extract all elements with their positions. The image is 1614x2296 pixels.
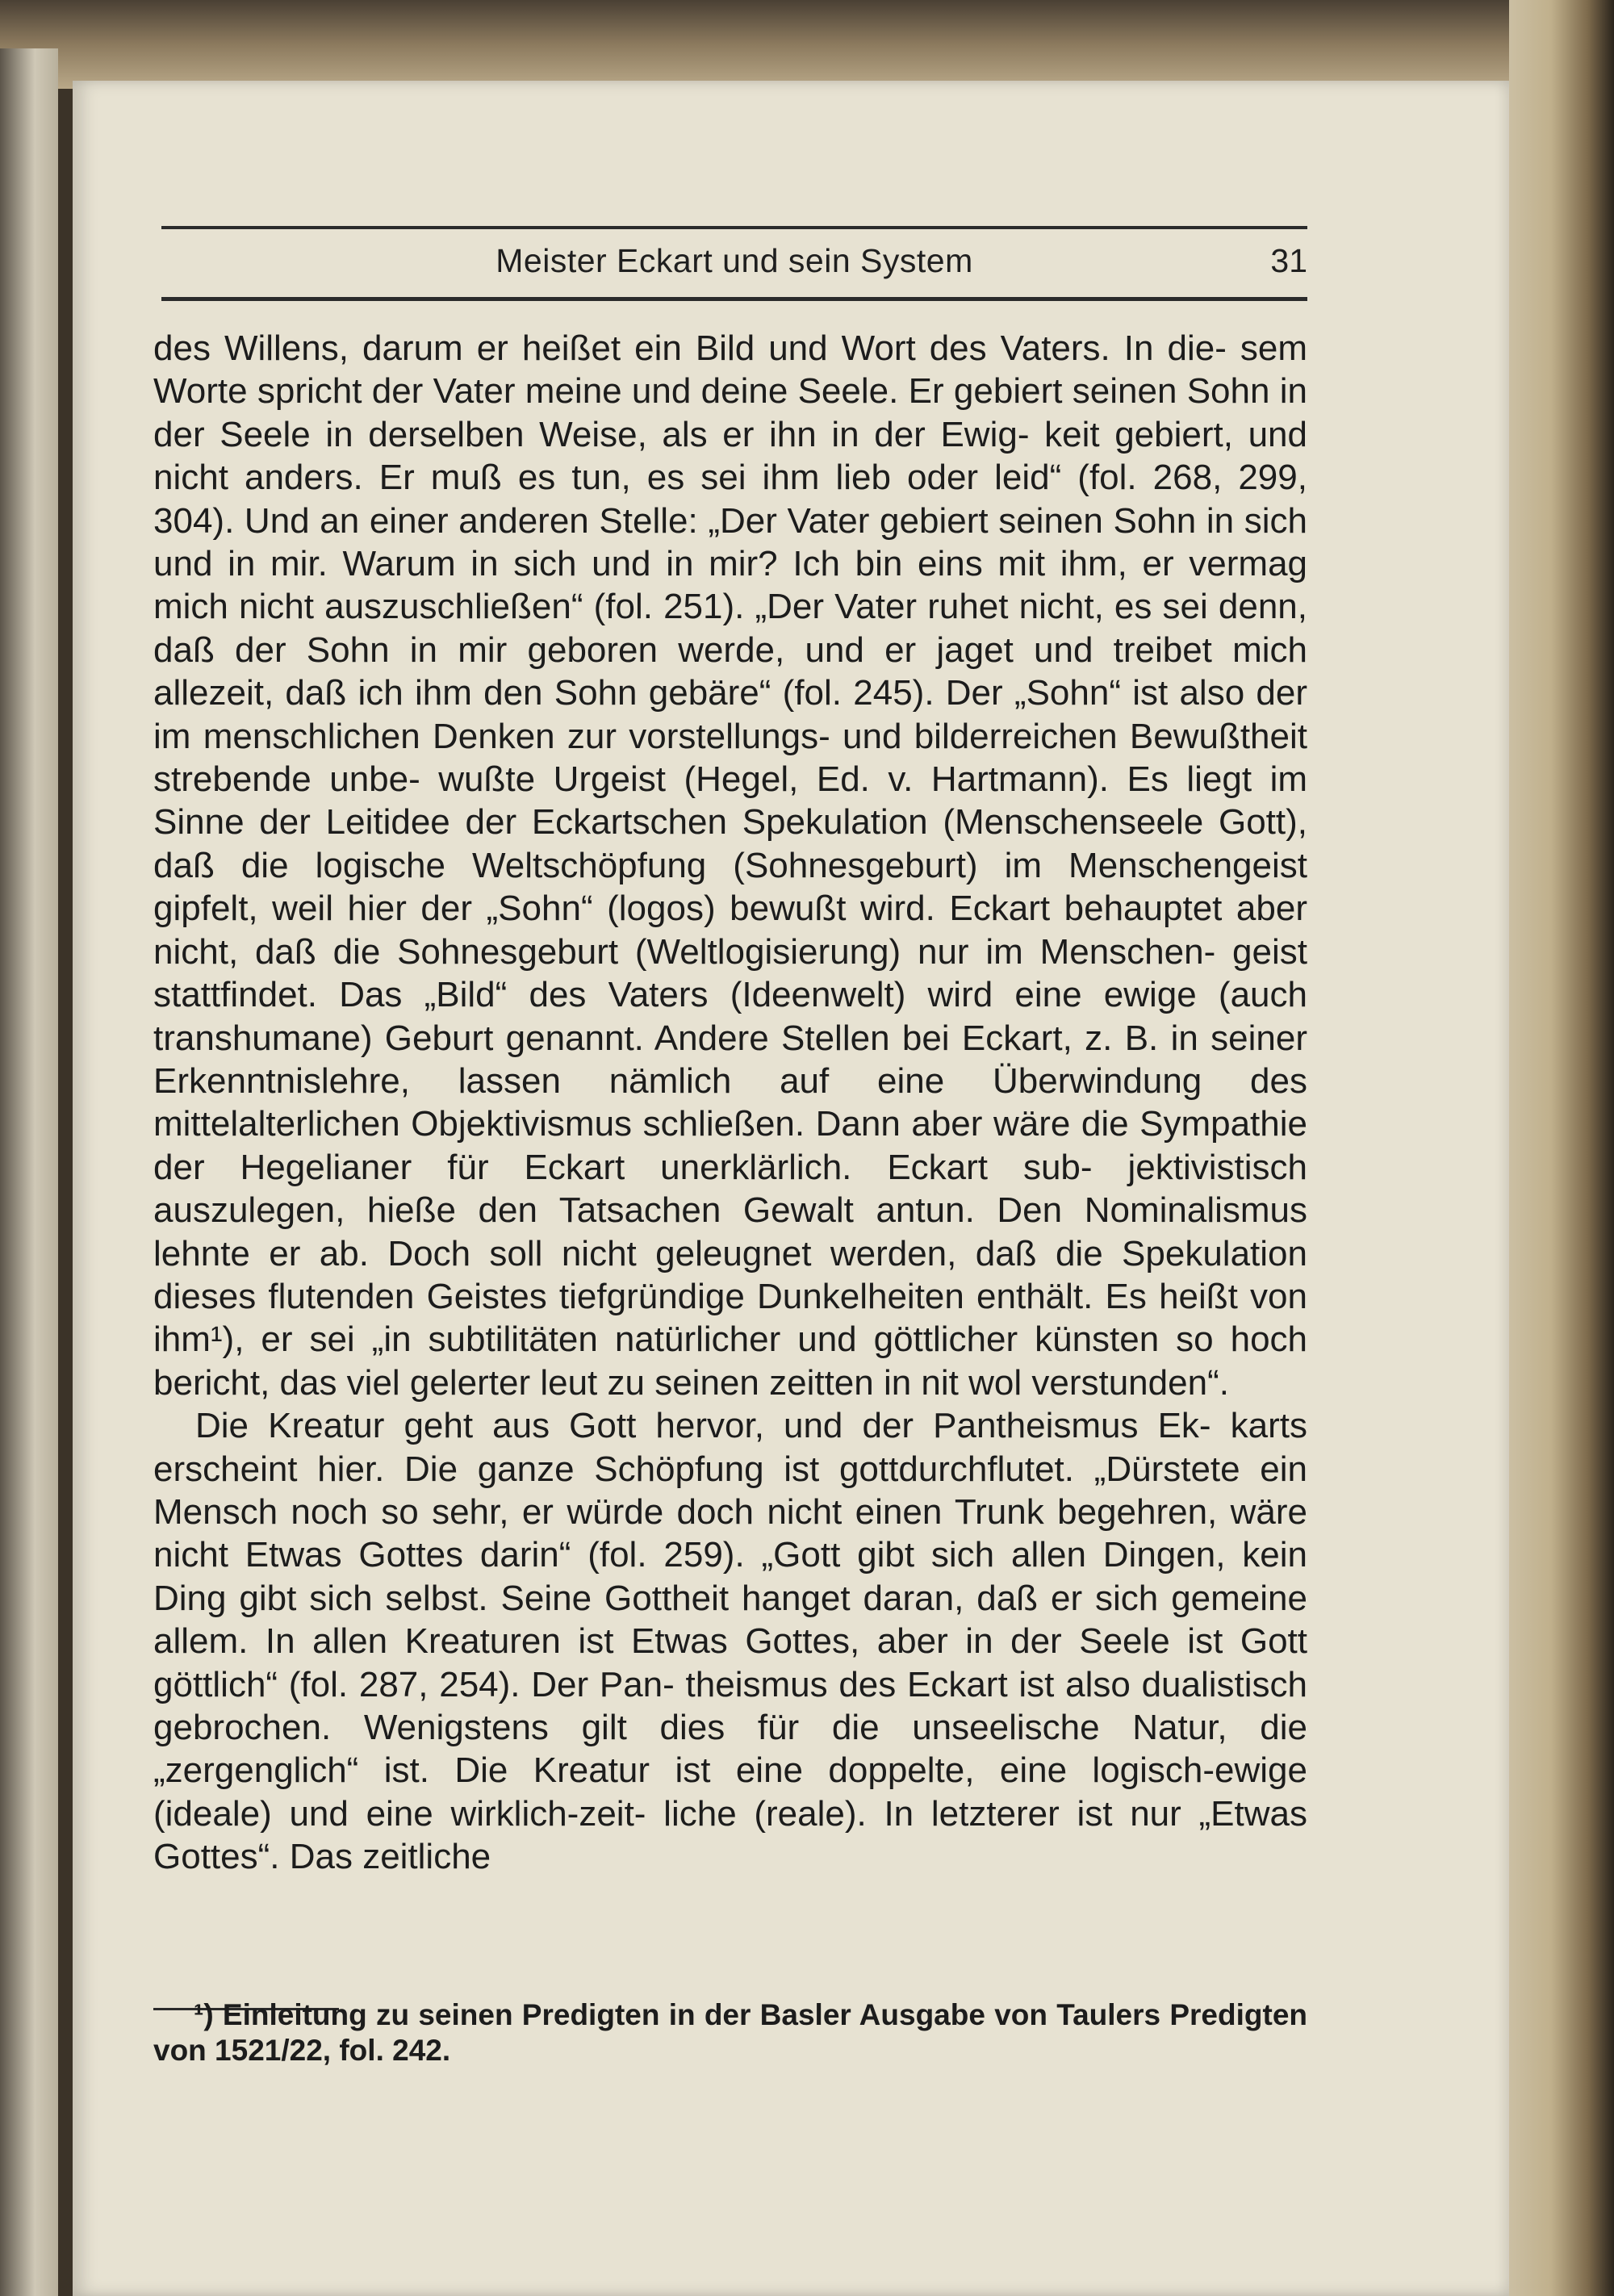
text-line: Leitidee der Eckartschen Spekulation (Menschenseele Gott), bbox=[325, 802, 1307, 843]
text-line: „Dürstete ein Mensch noch so sehr, er würde doch nicht einen Trunk bbox=[153, 1449, 1307, 1532]
text-line: theismus des Eckart ist also dualistisch gebrochen. Wenigstens bbox=[153, 1664, 1307, 1747]
text-line: seinen Sohn in der Seele in derselben Weise, als er ihn in der Ewig- bbox=[153, 371, 1307, 454]
text-line: zur vorstellungs- und bilderreichen Bewußtheit strebende unbe- bbox=[153, 716, 1307, 800]
text-line: Ich bin eins mit ihm, er vermag mich nicht auszuschließen“ (fol. 251). bbox=[153, 544, 1308, 627]
text-line: karts erscheint hier. Die ganze Schöpfung ist gottdurchflutet. bbox=[153, 1406, 1307, 1489]
text-line: aber nicht, daß die Sohnesgeburt (Weltlogisierung) nur im Menschen- bbox=[153, 889, 1307, 972]
text-line: allen Dingen, kein Ding gibt sich selbst. Seine Gottheit hanget bbox=[153, 1535, 1307, 1618]
page-number: 31 bbox=[1270, 242, 1307, 279]
text-line: gebäre“ (fol. 245). Der „Sohn“ ist also der im menschlichen Denken bbox=[153, 673, 1308, 756]
text-line: gebiert seinen Sohn in sich und in mir. Warum in sich und in mir? bbox=[153, 500, 1307, 584]
header-rule-bottom bbox=[161, 297, 1307, 301]
text-line: jektivistisch auszulegen, hieße den Tatsachen Gewalt antun. Den bbox=[153, 1147, 1307, 1231]
text-line: liche (reale). In letzterer ist nur „Etwas Gottes“. Das zeitliche bbox=[153, 1793, 1307, 1877]
footnote bbox=[153, 1997, 1307, 2068]
text-line: begehren, wäre nicht Etwas Gottes darin“ (fol. 259). „Gott gibt sich bbox=[153, 1491, 1308, 1575]
header-rule-top bbox=[161, 226, 1307, 229]
text-line: Sympathie der Hegelianer für Eckart unerklärlich. Eckart sub- bbox=[153, 1104, 1307, 1187]
text-line: z. B. in seiner Erkenntnislehre, lassen nämlich auf eine Überwindung bbox=[153, 1018, 1308, 1101]
text-line: geist stattfindet. Das „Bild“ des Vaters (Ideenwelt) wird eine ewige bbox=[153, 931, 1307, 1015]
text-line: keit gebiert, und nicht anders. Er muß es tun, es sei ihm lieb oder bbox=[153, 414, 1307, 498]
text-line: sem Worte spricht der Vater meine und deine Seele. Er gebiert bbox=[153, 328, 1307, 412]
text-line: Nominalismus lehnte er ab. Doch soll nicht geleugnet werden, daß bbox=[153, 1190, 1307, 1273]
paragraph-1 bbox=[153, 327, 1307, 1404]
text-line: gipfelt, weil hier der „Sohn“ (logos) bewußt wird. Eckart behauptet bbox=[153, 889, 1236, 929]
text-line: des mittelalterlichen Objektivismus schließen. Dann aber wäre die bbox=[153, 1060, 1307, 1144]
text-line: daß die logische Weltschöpfung (Sohnesgeburt) im Menschengeist bbox=[153, 845, 1307, 885]
text-line: ist eine doppelte, eine logisch-ewige (ideale) und eine wirklich-zeit- bbox=[153, 1750, 1308, 1834]
text-line: enthält. Es heißt von ihm¹), er sei „in subtilitäten natürlicher und bbox=[153, 1276, 1307, 1360]
text-line: daran, daß er sich gemeine allem. In allen Kreaturen ist Etwas bbox=[153, 1578, 1307, 1662]
paragraph-2 bbox=[153, 1404, 1307, 1878]
text-line: Gottes, aber in der Seele ist Gott göttlich“ (fol. 287, 254). Der Pan- bbox=[153, 1621, 1307, 1704]
text-line: gilt dies für die unseelische Natur, die „zergenglich“ ist. Die Kreatur bbox=[153, 1708, 1308, 1791]
text-line: „Der Vater ruhet nicht, es sei denn, daß der Sohn in mir geboren bbox=[153, 587, 1307, 670]
body-text bbox=[153, 327, 1307, 1879]
text-line: Die Kreatur geht aus Gott hervor, und der Pantheismus Ek- bbox=[195, 1406, 1231, 1446]
text-line: göttlicher künsten so hoch bericht, das viel gelerter leut zu seinen bbox=[153, 1319, 1308, 1403]
text-line: zeitten in nit wol verstunden“. bbox=[769, 1362, 1229, 1403]
book-spine-left-page bbox=[0, 48, 58, 2296]
text-line: werde, und er jaget und treibet mich allezeit, daß ich ihm den Sohn bbox=[153, 629, 1307, 713]
page-header bbox=[161, 226, 1307, 303]
text-line: leid“ (fol. 268, 299, 304). Und an einer anderen Stelle: „Der Vater bbox=[153, 458, 1307, 541]
footnote-line: ¹) Einleitung zu seinen Predigten in der Basler Ausgabe von Taulers bbox=[194, 1998, 1170, 2031]
text-line: die Spekulation dieses flutenden Geistes tiefgründige Dunkelheiten bbox=[153, 1233, 1307, 1316]
footnote-line: Predigten von 1521/22, fol. 242. bbox=[153, 1998, 1307, 2067]
text-line: (auch transhumane) Geburt genannt. Andere Stellen bei Eckart, bbox=[153, 975, 1307, 1058]
running-title: Meister Eckart und sein System bbox=[495, 242, 973, 279]
book-cover-right-edge bbox=[1509, 0, 1614, 2296]
text-line: des Willens, darum er heißet ein Bild und Wort des Vaters. In die- bbox=[153, 328, 1240, 368]
text-line: wußte Urgeist (Hegel, Ed. v. Hartmann). Es liegt im Sinne der bbox=[153, 759, 1308, 843]
book-cover-top-edge bbox=[0, 0, 1614, 89]
